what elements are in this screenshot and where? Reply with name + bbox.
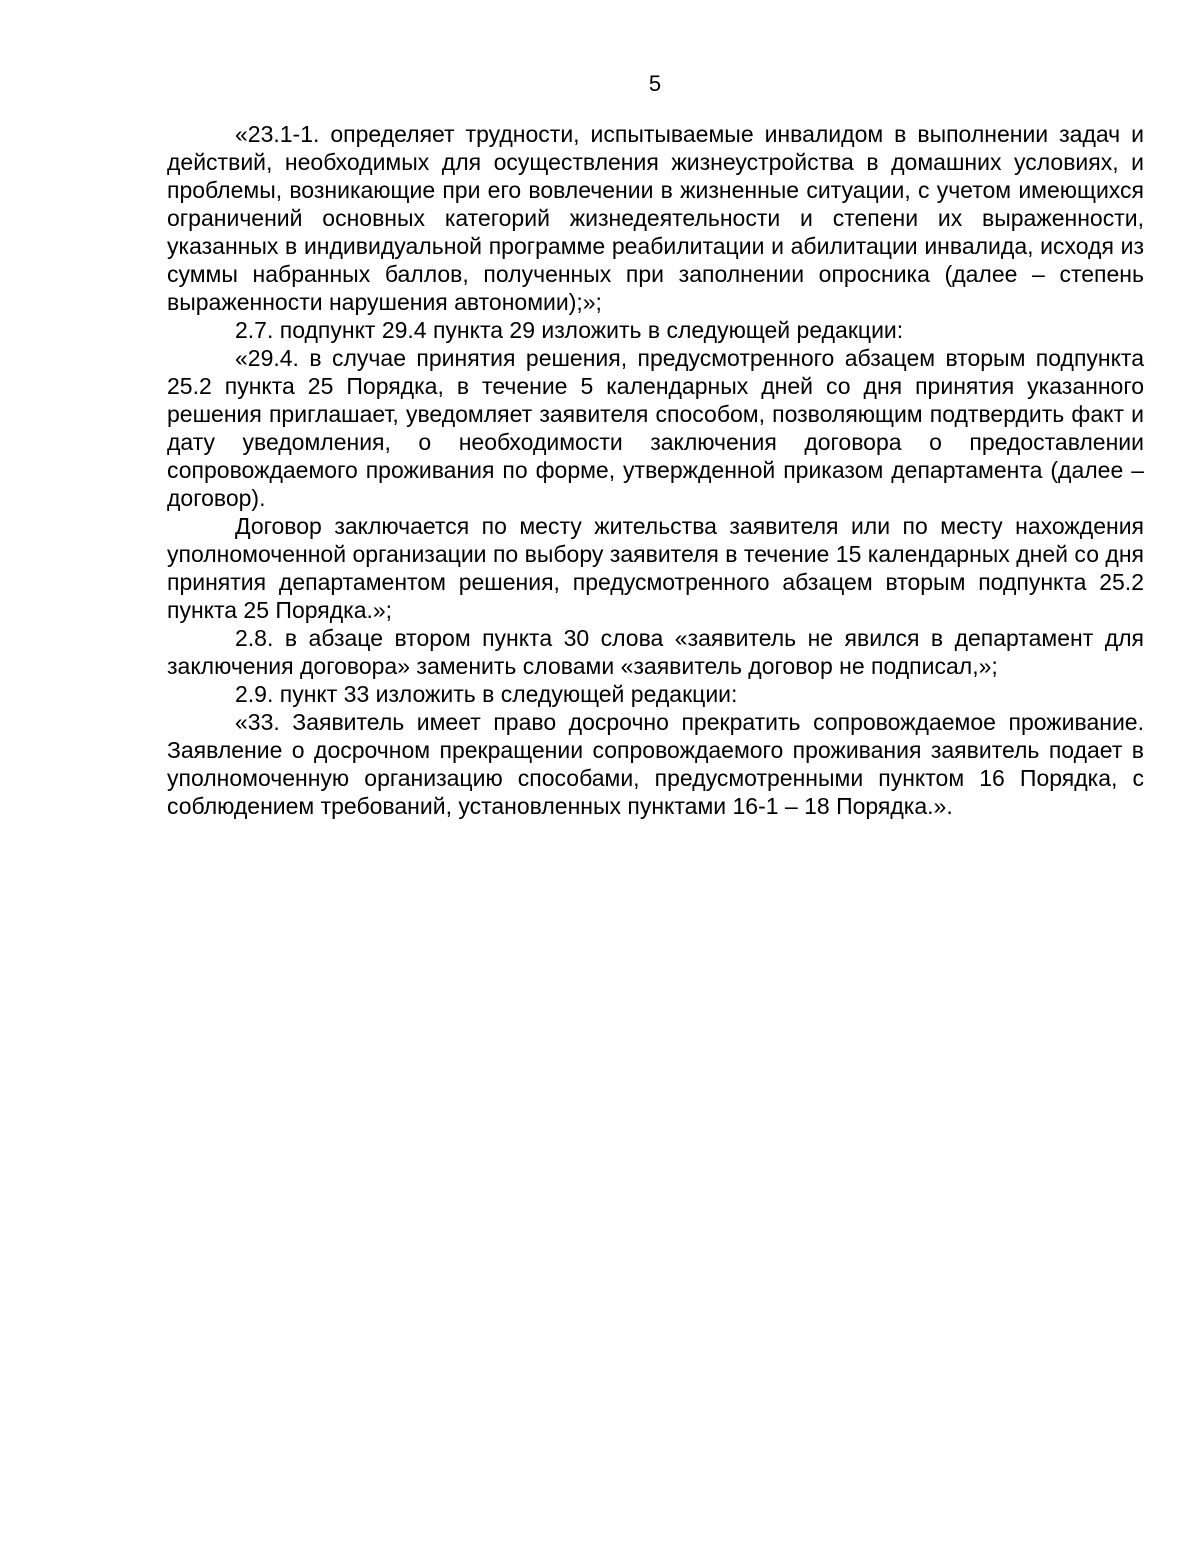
document-body xyxy=(167,120,1144,820)
paragraph-23-1-1: «23.1-1. определяет трудности, испытываемые инвалидом в выполнении задач и действий, необходимых для осуществления жизнеустройства в домашних условиях, и проблемы, возникающие при его вовлечении в жизненные ситуации, с учетом имеющихся ограничений основных категорий жизнедеятельности и степени их выраженности, указанных в индивидуальной программе реабилитации и абилитации инвалида, исходя из суммы набранных баллов, полученных при заполнении опросника (далее – степень выраженности нарушения автономии);»; xyxy=(167,121,1144,315)
page-number: 5 xyxy=(648,71,662,96)
paragraph-contract: Договор заключается по месту жительства заявителя или по месту нахождения уполномоченной организации по выбору заявителя в течение 15 календарных дней со дня принятия департаментом решения, предусмотренного абзацем вторым подпункта 25.2 пункта 25 Порядка.»; xyxy=(167,513,1144,623)
paragraph-29-4: «29.4. в случае принятия решения, предусмотренного абзацем вторым подпункта 25.2 пункта 25 Порядка, в течение 5 календарных дней со дня принятия указанного решения приглашает, уведомляет заявителя способом, позволяющим подтвердить факт и дату уведомления, о необходимости заключения договора о предоставлении сопровождаемого проживания по форме, утвержденной приказом департамента (далее – договор). xyxy=(167,345,1144,511)
paragraph-2-9: 2.9. пункт 33 изложить в следующей редакции: xyxy=(235,681,738,707)
paragraph-2-7: 2.7. подпункт 29.4 пункта 29 изложить в следующей редакции: xyxy=(235,317,904,343)
paragraph-2-8: 2.8. в абзаце втором пункта 30 слова «заявитель не явился в департамент для заключения договора» заменить словами «заявитель договор не подписал,»; xyxy=(167,625,1144,679)
paragraph-33: «33. Заявитель имеет право досрочно прекратить сопровождаемое проживание. Заявление о досрочном прекращении сопровождаемого проживания заявитель подает в уполномоченную организацию способами, предусмотренными пунктом 16 Порядка, с соблюдением требований, установленных пунктами 16-1 – 18 Порядка.». xyxy=(167,709,1144,819)
